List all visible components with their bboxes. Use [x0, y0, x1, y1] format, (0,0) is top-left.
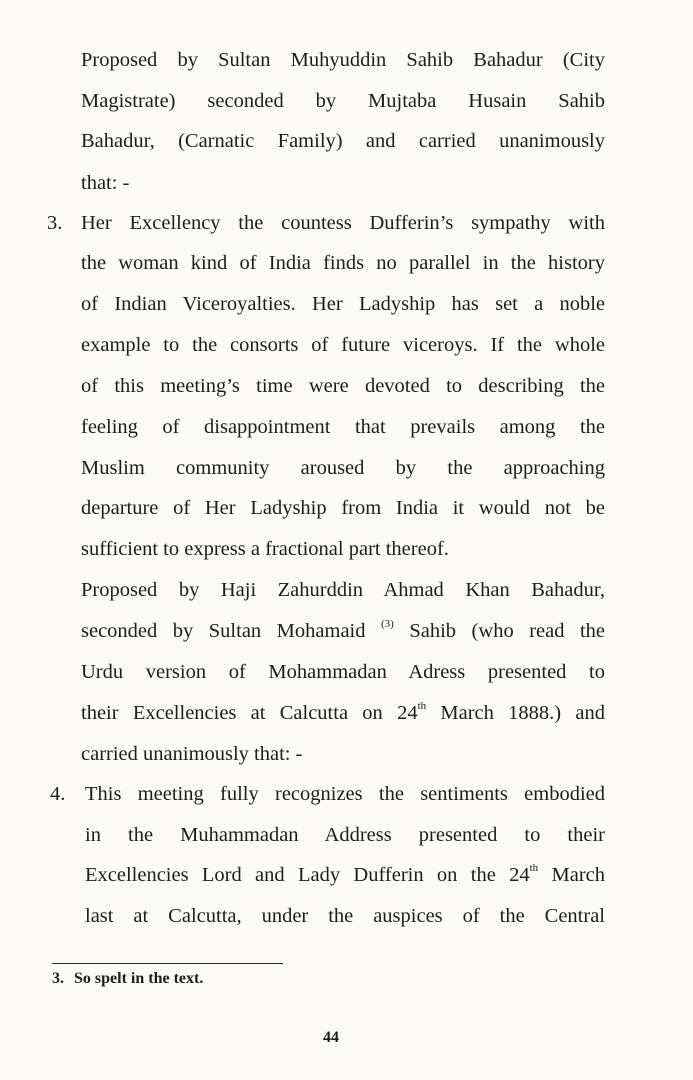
- line-text: Excellencies Lord and Lady Dufferin on the 24: [85, 864, 530, 886]
- line-text: March 1888.) and: [440, 702, 605, 724]
- footnote-text: So spelt in the text.: [74, 970, 204, 987]
- line-text: Sahib (who read the: [409, 620, 606, 642]
- item-line: Her Excellency the countess Dufferin’s sympathy with: [81, 212, 605, 234]
- item-line: of this meeting’s time were devoted to describing the: [81, 375, 605, 397]
- paragraph-line: Bahadur, (Carnatic Family) and carried unanimously: [81, 130, 605, 152]
- paragraph-line: Proposed by Haji Zahurddin Ahmad Khan Bahadur,: [81, 579, 605, 601]
- line-text: March: [551, 864, 606, 886]
- ordinal-suffix: th: [529, 862, 539, 875]
- item-line: This meeting fully recognizes the sentiments embodied: [85, 783, 605, 805]
- footnote: [52, 968, 203, 990]
- item-line: [85, 862, 605, 888]
- item-line: departure of Her Ladyship from India it would not be: [81, 497, 605, 519]
- paragraph-line: Urdu version of Mohammadan Adress presented to: [81, 661, 605, 683]
- paragraph-line: Magistrate) seconded by Mujtaba Husain Sahib: [81, 90, 605, 112]
- page-number: 44: [323, 1029, 339, 1046]
- item-line: of Indian Viceroyalties. Her Ladyship has set a noble: [81, 293, 605, 315]
- line-text: seconded by Sultan Mohamaid: [81, 620, 366, 642]
- paragraph-line: carried unanimously that: -: [81, 743, 303, 765]
- item-line: sufficient to express a fractional part thereof.: [81, 538, 449, 560]
- paragraph-line: [81, 618, 605, 644]
- footnote-reference: (3): [381, 618, 394, 631]
- item-number: 3.: [47, 212, 63, 234]
- paragraph-line: [81, 700, 605, 726]
- ordinal-suffix: th: [417, 700, 427, 713]
- item-line: feeling of disappointment that prevails among the: [81, 416, 605, 438]
- footnote-number: 3.: [52, 970, 64, 987]
- item-line: example to the consorts of future viceroys. If the whole: [81, 334, 605, 356]
- item-number: 4.: [50, 783, 66, 805]
- item-line: last at Calcutta, under the auspices of the Central: [85, 905, 605, 927]
- footnote-separator: [52, 963, 283, 964]
- item-line: the woman kind of India finds no parallel in the history: [81, 252, 605, 274]
- paragraph-line: that: -: [81, 172, 130, 194]
- item-line: Muslim community aroused by the approaching: [81, 457, 605, 479]
- paragraph-line: Proposed by Sultan Muhyuddin Sahib Bahadur (City: [81, 49, 605, 71]
- item-line: in the Muhammadan Address presented to their: [85, 824, 605, 846]
- line-text: their Excellencies at Calcutta on 24: [81, 702, 418, 724]
